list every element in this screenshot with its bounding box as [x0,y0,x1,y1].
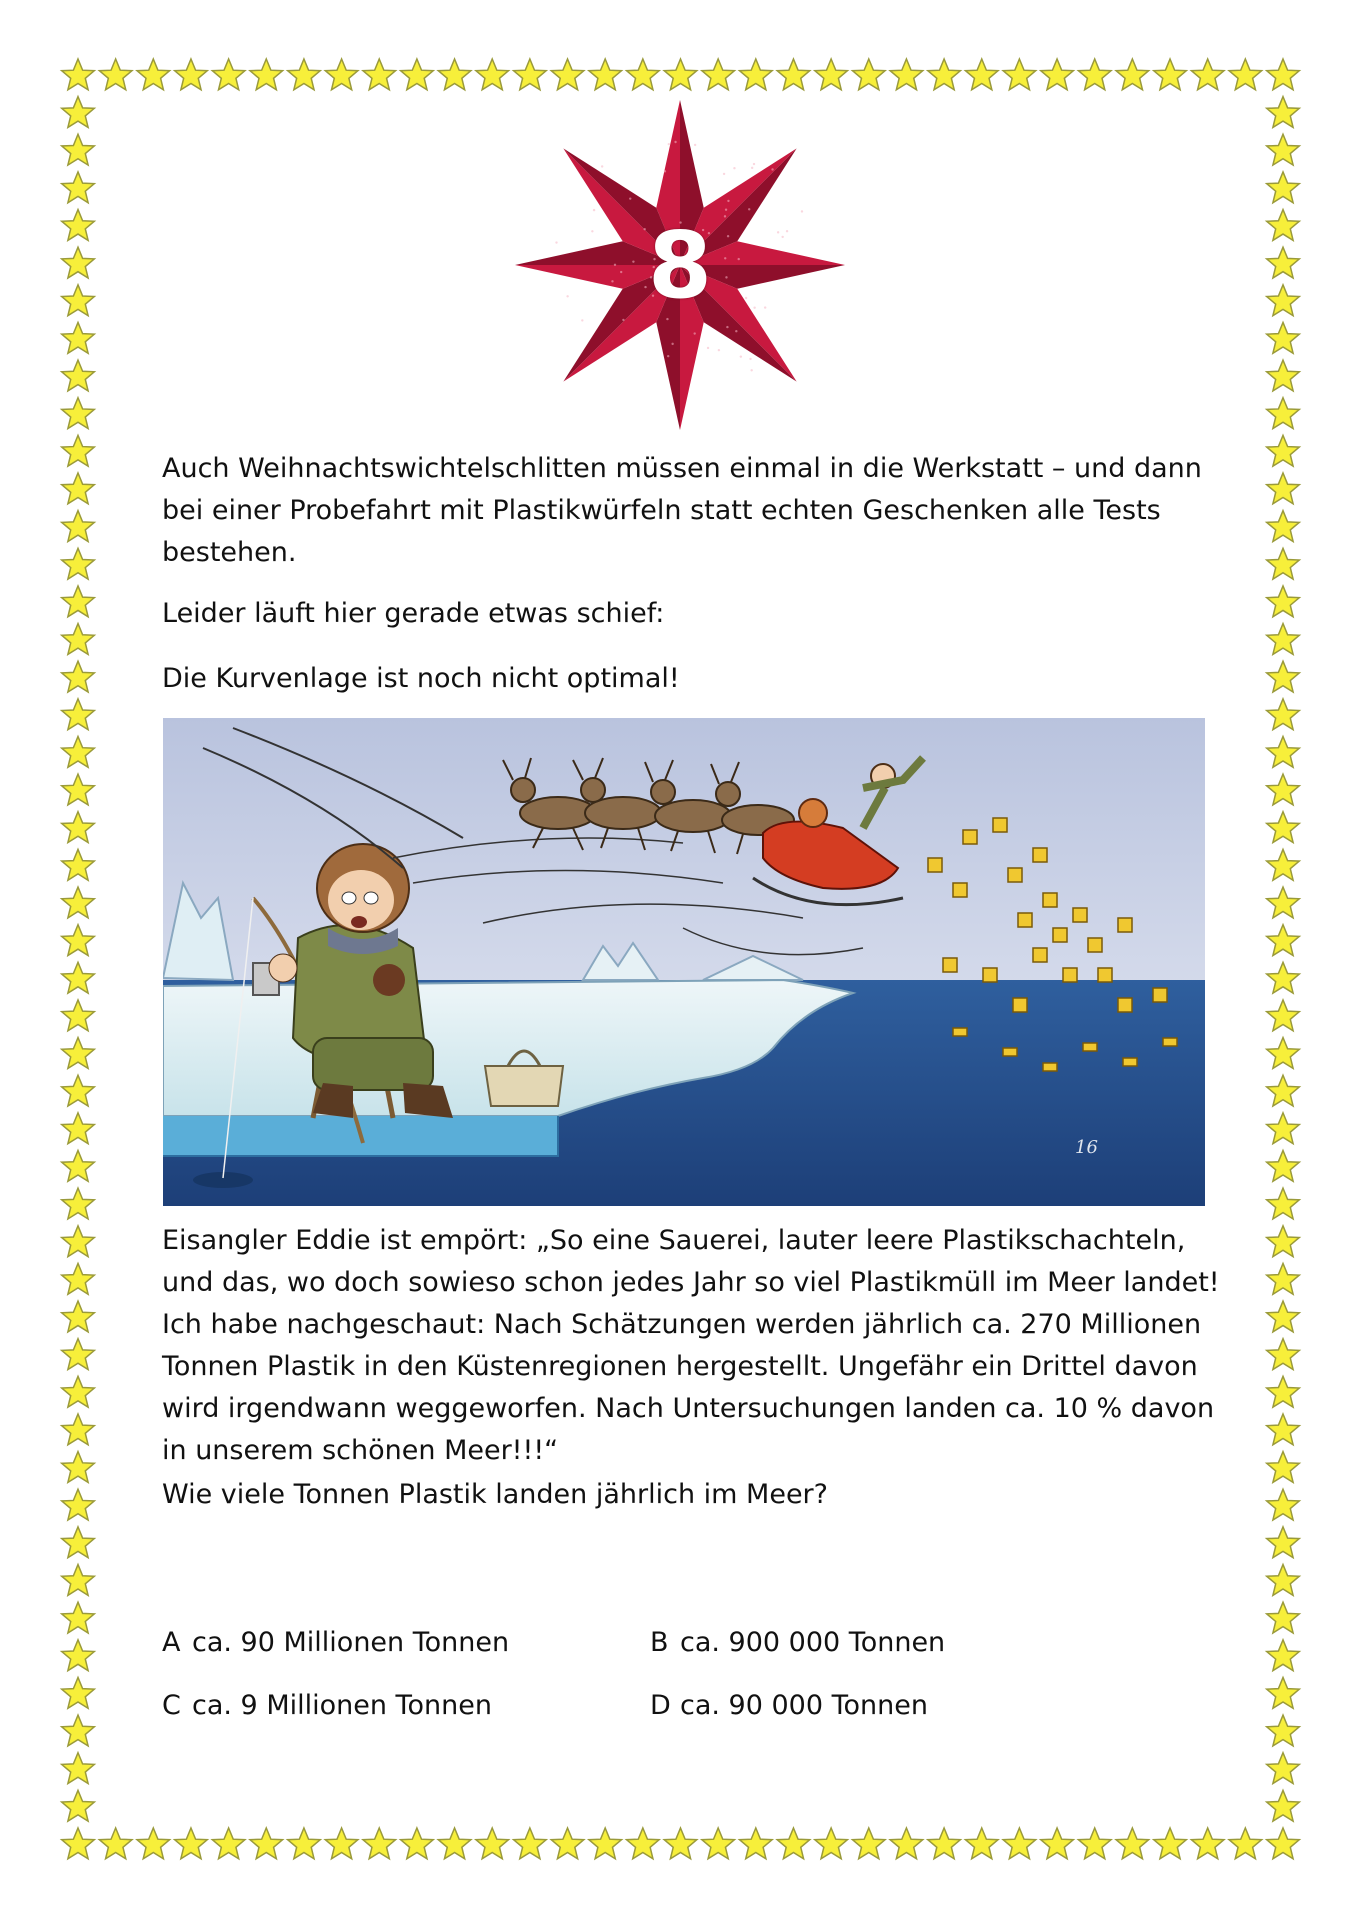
border-star-icon [777,1828,810,1859]
border-star-icon [1267,1753,1300,1784]
border-star-icon [702,1828,735,1859]
border-star-icon [62,134,95,165]
border-star-icon [62,1452,95,1483]
border-star-icon [62,1828,95,1859]
border-star-icon [62,1565,95,1596]
border-star-icon [1267,1414,1300,1445]
answer-option-a [162,1623,509,1663]
border-star-icon [1267,1075,1300,1106]
border-star-icon [62,925,95,956]
border-star-icon [62,473,95,504]
answer-text: ca. 9 Millionen Tonnen [192,1690,492,1721]
border-star-icon [1078,59,1111,90]
border-star-icon [99,59,132,90]
border-star-icon [62,661,95,692]
border-star-icon [62,548,95,579]
border-star-icon [1267,97,1300,128]
border-star-icon [740,1828,773,1859]
border-star-icon [1267,1715,1300,1746]
cartoon-illustration [163,718,1205,1206]
border-star-icon [890,1828,923,1859]
border-star-icon [62,586,95,617]
advent-star-badge [510,95,850,435]
border-star-icon [928,59,961,90]
answer-text: ca. 90 000 Tonnen [680,1690,928,1721]
border-star-icon [476,59,509,90]
border-star-icon [551,59,584,90]
border-star-icon [62,1000,95,1031]
border-star-icon [62,1602,95,1633]
border-star-icon [1267,285,1300,316]
artist-signature: 16 [1075,1137,1098,1158]
border-star-icon [1267,435,1300,466]
border-star-icon [1267,1790,1300,1821]
border-star-icon [664,1828,697,1859]
border-star-icon [1267,59,1300,90]
border-star-icon [212,1828,245,1859]
border-star-icon [740,59,773,90]
border-star-icon [62,699,95,730]
border-star-icon [1116,59,1149,90]
border-star-icon [1267,247,1300,278]
border-star-icon [62,812,95,843]
border-star-icon [1267,1038,1300,1069]
border-star-icon [702,59,735,90]
border-star-icon [1267,172,1300,203]
border-star-icon [1154,59,1187,90]
intro-paragraph: Auch Weihnachtswichtelschlitten müssen einmal in die Werkstatt – und dann bei einer Probefahrt mit Plastikwürfeln statt echten Geschenken alle Tests bestehen. [162,453,1202,568]
border-star-icon [1267,1376,1300,1407]
answer-option-d [650,1686,928,1726]
border-star-icon [62,1301,95,1332]
border-star-icon [1267,548,1300,579]
border-star-icon [62,285,95,316]
border-star-icon [1116,1828,1149,1859]
answer-option-c [162,1686,492,1726]
border-star-icon [1267,1339,1300,1370]
intro-paragraph-3: Die Kurvenlage ist noch nicht optimal! [162,663,680,694]
border-star-icon [62,1263,95,1294]
border-star-icon [1267,1188,1300,1219]
border-star-icon [62,1715,95,1746]
border-star-icon [288,1828,321,1859]
answer-letter: A [162,1627,181,1658]
border-star-icon [62,1226,95,1257]
border-star-icon [325,59,358,90]
border-star-icon [62,322,95,353]
border-star-icon [62,1527,95,1558]
border-star-icon [1267,1000,1300,1031]
story-paragraph: Eisangler Eddie ist empört: „So eine Sauerei, lauter leere Plastikschachteln, und das, wo doch sowieso schon jedes Jahr so viel Plastikmüll im Meer landet! Ich habe nachgeschaut: Nach Schätzungen werden jährlich ca. 270 Millionen Tonnen Plastik in den Küstenregionen hergestellt. Ungefähr ein Drittel davon wird irgendwann weggeworfen. Nach Untersuchungen landen ca. 10 % davon in unserem schönen Meer!!!“ [162,1225,1220,1466]
border-star-icon [62,172,95,203]
border-star-icon [62,774,95,805]
border-star-icon [363,59,396,90]
border-star-icon [1267,322,1300,353]
border-star-icon [62,1753,95,1784]
question: Wie viele Tonnen Plastik landen jährlich im Meer? [162,1479,828,1510]
border-star-icon [1003,1828,1036,1859]
border-star-icon [1267,887,1300,918]
border-star-icon [1267,849,1300,880]
border-star-icon [1267,210,1300,241]
border-star-icon [664,59,697,90]
border-star-icon [551,1828,584,1859]
border-star-icon [1267,962,1300,993]
border-star-icon [514,1828,547,1859]
border-star-icon [250,1828,283,1859]
border-star-icon [99,1828,132,1859]
border-star-icon [62,736,95,767]
answer-letter: C [162,1690,181,1721]
border-star-icon [1078,1828,1111,1859]
border-star-icon [438,1828,471,1859]
border-star-icon [1229,59,1262,90]
border-star-icon [1267,1640,1300,1671]
border-star-icon [777,59,810,90]
border-star-icon [1267,1677,1300,1708]
border-star-icon [1003,59,1036,90]
border-star-icon [288,59,321,90]
border-star-icon [137,59,170,90]
border-star-icon [1267,736,1300,767]
border-star-icon [1267,1452,1300,1483]
border-star-icon [62,962,95,993]
border-star-icon [1267,774,1300,805]
border-star-icon [62,97,95,128]
border-star-icon [1267,1151,1300,1182]
border-star-icon [62,1489,95,1520]
day-number: 8 [647,211,712,319]
border-star-icon [589,1828,622,1859]
border-star-icon [1267,624,1300,655]
border-star-icon [1267,661,1300,692]
border-star-icon [1041,1828,1074,1859]
border-star-icon [1267,134,1300,165]
border-star-icon [62,887,95,918]
border-star-icon [815,59,848,90]
border-star-icon [62,1113,95,1144]
border-star-icon [589,59,622,90]
border-star-icon [928,1828,961,1859]
border-star-icon [1191,59,1224,90]
border-star-icon [62,360,95,391]
border-star-icon [401,59,434,90]
border-star-icon [852,1828,885,1859]
intro-paragraph-2: Leider läuft hier gerade etwas schief: [162,598,665,629]
border-star-icon [325,1828,358,1859]
border-star-icon [62,1414,95,1445]
border-star-icon [1267,1301,1300,1332]
border-star-icon [212,59,245,90]
border-star-icon [1267,925,1300,956]
border-star-icon [1267,1113,1300,1144]
border-star-icon [1267,398,1300,429]
border-star-icon [62,1640,95,1671]
answer-letter: B [650,1627,669,1658]
answer-letter: D [650,1690,671,1721]
border-star-icon [815,1828,848,1859]
answer-text: ca. 900 000 Tonnen [680,1627,946,1658]
border-star-icon [62,1151,95,1182]
border-star-icon [62,624,95,655]
border-star-icon [1267,360,1300,391]
border-star-icon [1267,1226,1300,1257]
answer-text: ca. 90 Millionen Tonnen [192,1627,510,1658]
border-star-icon [514,59,547,90]
border-star-icon [62,1376,95,1407]
border-star-icon [627,1828,660,1859]
border-star-icon [438,59,471,90]
border-star-icon [1267,586,1300,617]
border-star-icon [62,1188,95,1219]
border-star-icon [401,1828,434,1859]
border-star-icon [1267,1527,1300,1558]
border-star-icon [62,849,95,880]
border-star-icon [890,59,923,90]
border-star-icon [852,59,885,90]
border-star-icon [62,1790,95,1821]
border-star-icon [62,398,95,429]
border-star-icon [62,1677,95,1708]
border-star-icon [476,1828,509,1859]
border-star-icon [175,59,208,90]
border-star-icon [1229,1828,1262,1859]
border-star-icon [1267,1263,1300,1294]
border-star-icon [965,59,998,90]
border-star-icon [62,59,95,90]
border-star-icon [1267,699,1300,730]
border-star-icon [1267,812,1300,843]
border-star-icon [1267,1565,1300,1596]
border-star-icon [62,511,95,542]
border-star-icon [62,1075,95,1106]
border-star-icon [1267,1828,1300,1859]
border-star-icon [1267,1489,1300,1520]
border-star-icon [1041,59,1074,90]
border-star-icon [137,1828,170,1859]
border-star-icon [1267,473,1300,504]
border-star-icon [627,59,660,90]
border-star-icon [965,1828,998,1859]
border-star-icon [62,247,95,278]
answer-option-b [650,1623,945,1663]
border-star-icon [363,1828,396,1859]
border-star-icon [62,1038,95,1069]
border-star-icon [250,59,283,90]
border-star-icon [62,435,95,466]
border-star-icon [1154,1828,1187,1859]
border-star-icon [1191,1828,1224,1859]
border-star-icon [175,1828,208,1859]
border-star-icon [1267,1602,1300,1633]
border-star-icon [62,1339,95,1370]
border-star-icon [62,210,95,241]
border-star-icon [1267,511,1300,542]
